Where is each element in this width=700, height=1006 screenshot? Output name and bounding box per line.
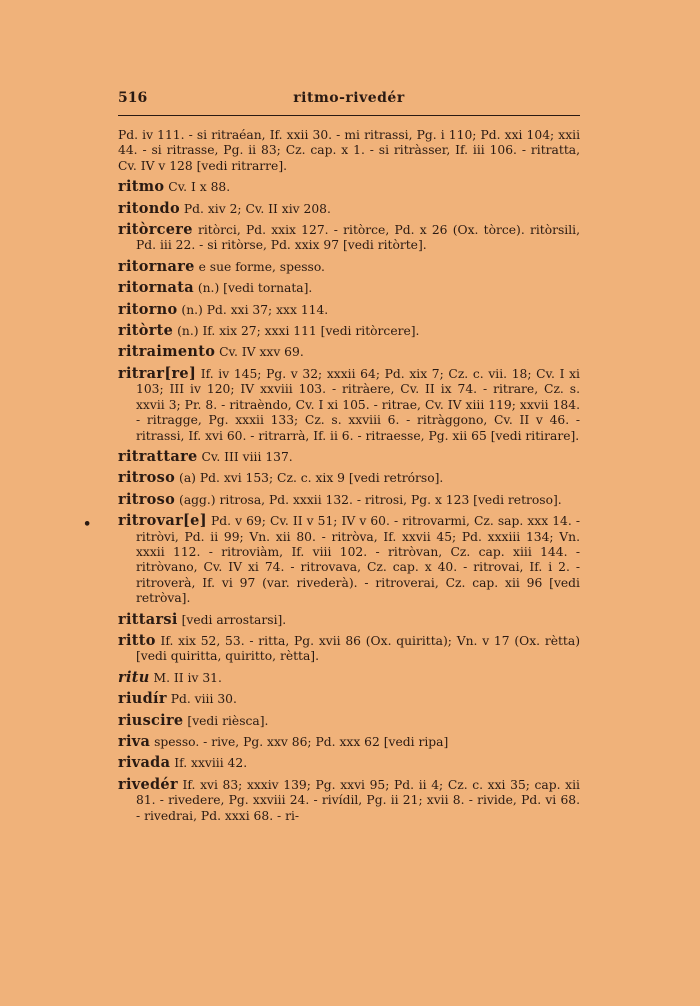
page-number: 516	[118, 90, 148, 106]
entry-headword: ritto	[118, 631, 156, 649]
entry-headword: ritmo	[118, 178, 165, 196]
entry-headword: ritroso	[118, 469, 176, 487]
dictionary-entry	[118, 128, 580, 174]
entry-body: spesso. - rive, Pg. xxv 86; Pd. xxx 62 [vedi ripa]	[154, 735, 449, 749]
entry-body: If. xvi 83; xxxiv 139; Pg. xxvi 95; Pd. ii 4; Cz. c. xxi 35; cap. xii 81. - rivedere, Pg. xxviii 24. - rivídil, Pg. ii 21; xvii 8. - rivide, Pd. vi 68. - rivedrai, Pd. xxxi 68. - ri-	[136, 777, 580, 823]
dictionary-entry	[118, 612, 580, 628]
dictionary-entry	[118, 755, 580, 771]
entry-body: Cv. IV xxv 69.	[219, 345, 304, 360]
entry-body: Pd. v 69; Cv. II v 51; IV v 60. - ritrovarmi, Cz. sap. xxx 14. - ritròvi, Pd. ii 99; Vn. xii 80. - ritròva, If. xxvii 45; Pd. xxxiii 134; Vn. xxxii 112. - ritroviàm, If. viii 102. - ritròvan, Cz. cap. xiii 144. - ritròvano, Cv. IV xi 74. - ritrovava, Cz. cap. x 40. - ritrovai, If. i 2. - ritroverà, If. vi 97 (var. rivederà). - ritroverai, Cz. cap. xii 96 [vedi retròva].	[136, 514, 580, 606]
entry-list	[118, 128, 580, 829]
entry-body: e sue forme, spesso.	[198, 259, 325, 274]
entry-body: (n.) [vedi tornata].	[197, 281, 313, 296]
dictionary-entry	[118, 222, 580, 254]
dictionary-entry	[118, 492, 580, 508]
entry-headword: ritornata	[118, 279, 194, 297]
entry-body: (n.) Pd. xxi 37; xxx 114.	[181, 302, 329, 317]
entry-headword: ritornare	[118, 257, 195, 275]
entry-body: ritòrci, Pd. xxix 127. - ritòrce, Pd. x 26 (Ox. tòrce). ritòrsili, Pd. iii 22. - si ritòrse, Pd. xxix 97 [vedi ritòrte].	[136, 223, 580, 253]
entry-body: If. xxviii 42.	[174, 756, 248, 771]
dictionary-entry	[118, 259, 580, 275]
entry-headword: rivada	[118, 754, 171, 772]
entry-body: If. iv 145; Pg. v 32; xxxii 64; Pd. xix 7; Cz. c. vii. 18; Cv. I xi 103; III iv 120; IV xxviii 103. - ritràere, Cv. II ix 74. - ritrare, Cz. s. xxvii 3; Pr. 8. - ritraèndo, Cv. I xi 105. - ritrae, Cv. IV xiii 119; xxvii 184. - ritragge, Pg. xxxii 133; Cz. s. xxviii 6. - ritràggono, Cv. II v 46. - ritrassi, If. xvi 60. - ritrarrà, If. ii 6. - ritraesse, Pg. xii 65 [vedi ritirare].	[136, 366, 580, 443]
entry-headword: ritòrte	[118, 322, 174, 340]
dictionary-entry	[118, 366, 580, 444]
entry-headword: riva	[118, 733, 151, 750]
entry-headword: ritrattare	[118, 447, 198, 465]
dictionary-entry	[118, 691, 580, 707]
dictionary-entry	[118, 449, 580, 465]
dictionary-entry	[118, 777, 580, 824]
entry-headword: ritondo	[118, 199, 180, 217]
entry-body: (a) Pd. xvi 153; Cz. c. xix 9 [vedi retrórso].	[179, 471, 444, 486]
dictionary-entry	[118, 734, 580, 750]
dictionary-entry	[118, 280, 580, 296]
entry-headword: ritorno	[118, 300, 178, 318]
entry-headword: riudír	[118, 690, 167, 708]
entry-body: Pd. iv 111. - si ritraéan, If. xxii 30. - mi ritrassi, Pg. i 110; Pd. xxi 104; xxii 44. - si ritrasse, Pg. ii 83; Cz. cap. x 1. - si ritràsser, If. iii 106. - ritratta, Cv. IV v 128 [vedi ritrarre].	[118, 128, 580, 173]
entry-headword: ritroso	[118, 490, 176, 508]
entry-body: Pd. xiv 2; Cv. II xiv 208.	[183, 201, 331, 216]
page-header	[118, 90, 580, 112]
entry-headword: ritrar[re]	[118, 364, 197, 382]
page-title: ritmo-rivedér	[293, 90, 405, 106]
dictionary-entry	[118, 344, 580, 360]
entry-body: (agg.) ritrosa, Pd. xxxii 132. - ritrosi, Pg. x 123 [vedi retroso].	[179, 492, 562, 507]
entry-body: M. II iv 31.	[153, 670, 222, 685]
margin-marker: •	[83, 517, 92, 532]
dictionary-entry	[118, 201, 580, 217]
entry-headword: ritòrcere	[118, 221, 193, 239]
entry-body: (n.) If. xix 27; xxxi 111 [vedi ritòrcere].	[177, 324, 420, 339]
entry-body: Pd. viii 30.	[170, 692, 237, 707]
dictionary-entry	[118, 470, 580, 486]
dictionary-entry	[118, 713, 580, 729]
entry-headword: ritu	[118, 668, 150, 686]
entry-headword: ritrovar[e]	[118, 512, 207, 530]
header-rule	[118, 115, 580, 116]
entry-body: Cv. III viii 137.	[201, 449, 293, 464]
dictionary-entry	[118, 513, 580, 606]
entry-body: [vedi rièsca].	[187, 713, 269, 728]
entry-body: Cv. I x 88.	[168, 180, 231, 195]
entry-headword: ritraimento	[118, 343, 216, 361]
dictionary-entry	[118, 302, 580, 318]
entry-body: If. xix 52, 53. - ritta, Pg. xvii 86 (Ox. quiritta); Vn. v 17 (Ox. rètta) [vedi quiritta, quiritto, rètta].	[136, 633, 580, 664]
dictionary-entry	[118, 179, 580, 195]
entry-headword: riuscire	[118, 711, 184, 729]
dictionary-entry	[118, 633, 580, 665]
dictionary-entry	[118, 670, 580, 686]
entry-headword: rittarsi	[118, 610, 178, 628]
entry-headword: rivedér	[118, 775, 178, 793]
dictionary-entry	[118, 323, 580, 339]
entry-body: [vedi arrostarsi].	[181, 612, 287, 627]
